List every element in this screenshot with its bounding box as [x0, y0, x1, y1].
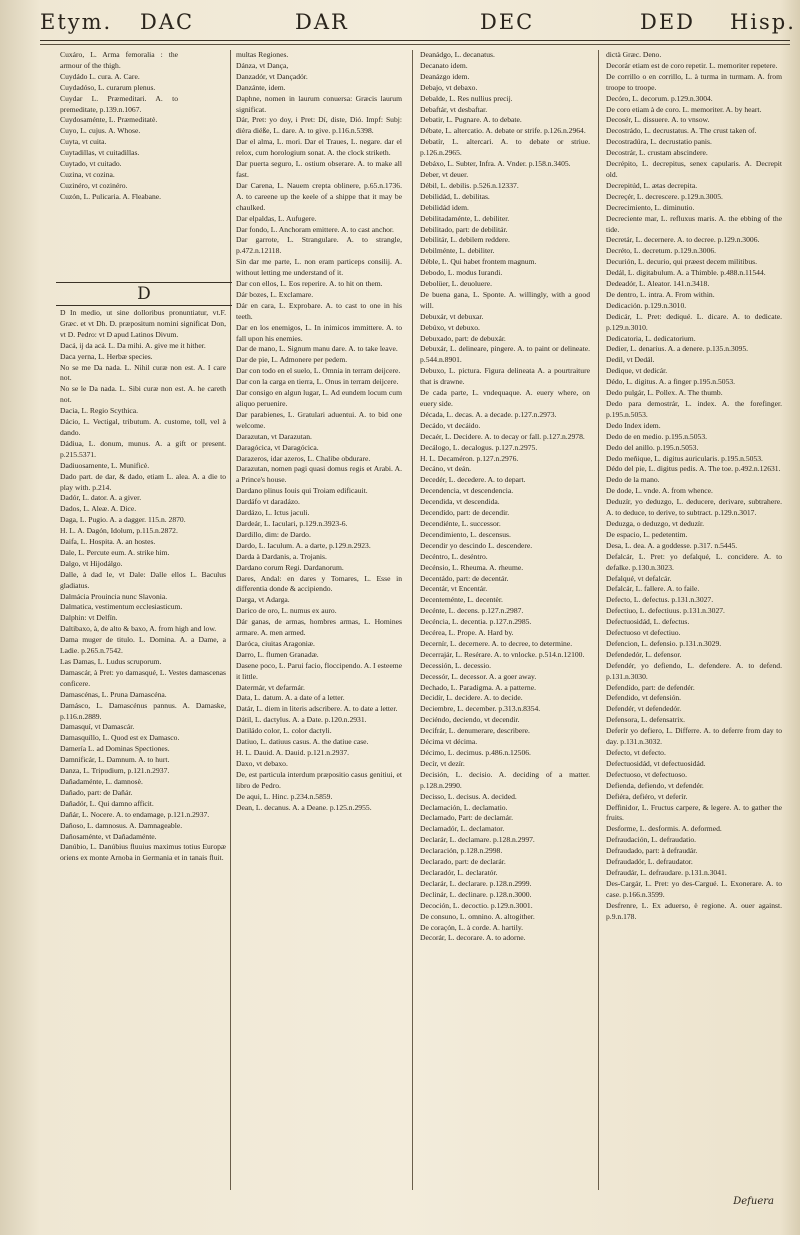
dictionary-entry: Dar garrote, L. Strangulare. A. to strangle, p.472.n.12118.	[236, 235, 402, 256]
dictionary-entry: Deanázgo idem.	[420, 71, 470, 81]
column-4	[606, 50, 782, 1188]
dictionary-entry: Defendido, vt defensión.	[606, 693, 682, 703]
dictionary-entry: Declaración, p.128.n.2998.	[420, 846, 503, 856]
dictionary-entry: Deciembre, L. december. p.313.n.8354.	[420, 704, 541, 714]
dictionary-entry: Dañoso, L. damnosus. A. Damnageable.	[60, 820, 183, 830]
dictionary-entry: Dean, L. decanus. A. a Deane. p.125.n.2955.	[236, 802, 372, 812]
dictionary-entry: Daca yerna, L. Herbæ species.	[60, 351, 153, 361]
dictionary-entry: Dañár, L. Nocere. A. to endamage, p.121.n.2937.	[60, 809, 210, 819]
dictionary-entry: Dar parabienes, L. Gratulari aduentui. A. to bid one welcome.	[236, 409, 402, 430]
dictionary-entry: Decisión, L. decisio. A. deciding of a matter. p.128.n.2990.	[420, 769, 590, 790]
column-rule	[598, 50, 599, 1190]
dictionary-entry: Debilitár, L. debilem reddere.	[420, 235, 510, 245]
dictionary-entry: Cuzinéro, vt cozinéro.	[60, 180, 128, 190]
dictionary-entry: Debilitado, part: de debilitár.	[420, 224, 508, 234]
dictionary-entry: Decenteménte, L. decentèr.	[420, 595, 503, 605]
dictionary-entry: No se le Da nada. L. Sibi curæ non est. A. he careth not.	[60, 384, 226, 405]
dictionary-entry: Defensora, L. defensatrix.	[606, 715, 686, 725]
dictionary-entry: Dañado, part: de Dañár.	[60, 787, 133, 797]
dictionary-entry: Dale, L. Percute eum. A. strike him.	[60, 547, 170, 557]
dictionary-entry: Dar con ellos, L. Eos reperire. A. to hit on them.	[236, 279, 383, 289]
dictionary-entry: Danúbio, L. Danúbius fluuius maximus totius Europæ oriens ex monte Arnoba in Germania et in tanais fluit.	[60, 842, 226, 863]
dictionary-entry: Datermár, vt defarmár.	[236, 682, 305, 692]
dictionary-entry: Dedo de la mano.	[606, 475, 660, 485]
dictionary-entry: Damásco, L. Damascénus pannus. A. Damaske, p.116.n.2889.	[60, 700, 226, 721]
dictionary-entry: Dalmácia Prouincia nunc Slavonia.	[60, 591, 168, 601]
dictionary-entry: Decretár, L. decernere. A. to decree. p.129.n.3006.	[606, 235, 760, 245]
dictionary-entry: Declarár, L. declarare. p.128.n.2999.	[420, 878, 532, 888]
dictionary-entry: Decendida, vt descendida.	[420, 497, 500, 507]
dictionary-entry: Decrépito, L. decrepitus, senex capularis. A. Decrepit old.	[606, 159, 782, 179]
dictionary-entry: Débate, L. altercatio. A. debate or strife. p.126.n.2964.	[420, 126, 586, 136]
dictionary-entry: Decaér, L. Decidere. A. to decay or fall. p.127.n.2978.	[420, 431, 585, 441]
dictionary-entry: H. L. Dauid. A. Dauid. p.121.n.2937.	[236, 748, 350, 757]
dictionary-entry: Dar de mano, L. Signum manu dare. A. to take leave.	[236, 344, 398, 354]
dictionary-entry: Decendencia, vt descendencia.	[420, 486, 514, 496]
dictionary-entry: Defalqué, vt defalcár.	[606, 573, 672, 583]
dictionary-entry: Cuydadóso, L. curarum plenus.	[60, 82, 156, 92]
dictionary-entry: Dado part. de dar, & dado, etiam L. alea. A. a die to play with. p.214.	[60, 471, 226, 492]
dictionary-entry: Decedér, L. decedere. A. to depart.	[420, 475, 526, 485]
dictionary-entry: Decálogo, L. decalogus. p.127.n.2975.	[420, 442, 538, 452]
dictionary-entry: Darro, L. flumen Granadæ.	[236, 649, 319, 659]
dictionary-entry: Desforme, L. desformis. A. deformed.	[606, 824, 722, 834]
header-word-ded: DED	[640, 10, 696, 34]
dictionary-entry: Dedeadór, L. Aleator. 141.n.3418.	[606, 279, 710, 289]
dictionary-entry: Dadór, L. dator. A. a giver.	[60, 493, 142, 503]
dictionary-entry: Declinár, L. declinare. p.128.n.3000.	[420, 889, 532, 899]
dictionary-entry: Deduzír, yo deduzgo, L. deducere, derivare, subtrahere. A. to deduce, to derive, to subtract. p.129.n.3017.	[606, 497, 782, 518]
dictionary-entry: Dánza, vt Dança,	[236, 60, 289, 70]
header-word-hisp: Hisp.	[730, 10, 796, 34]
dictionary-entry: Las Damas, L. Ludus scruporum.	[60, 657, 162, 666]
dictionary-entry: Decreçér, L. decrescere. p.129.n.3005.	[606, 191, 723, 201]
dictionary-entry: Debilidád, L. debilitas.	[420, 191, 490, 201]
dictionary-entry: Decostrár, L. crustam abscindere.	[606, 148, 708, 158]
dictionary-entry: Declamado, Part: de declamár.	[420, 813, 513, 823]
dictionary-entry: Dár en cara, L. Exprobare. A. to cast to one in his teeth.	[236, 300, 402, 321]
dictionary-entry: De espacio, L. pedetentim.	[606, 529, 688, 539]
dictionary-entry: Dacia, L. Regio Scythica.	[60, 406, 139, 416]
dictionary-entry: Dedique, vt dedicár.	[606, 366, 668, 376]
dictionary-entry: Desa, L. dea. A. a goddesse. p.317. n.5445.	[606, 540, 738, 550]
dictionary-entry: Dácio, L. Vectigal, tributum. A. custome, toll, vel à dando.	[60, 417, 226, 437]
dictionary-entry: De, est particula interdum præpositio casus genitiui, et libro de Pedro.	[236, 769, 402, 790]
column-2	[236, 50, 402, 1188]
dictionary-entry: Debolüer, L. deuoluere.	[420, 279, 493, 289]
dictionary-entry: Decádo, vt decáido.	[420, 420, 481, 430]
dictionary-entry: Daga, L. Pugio. A. a dagger. 115.n. 2870.	[60, 515, 186, 525]
dictionary-entry: Débil, L. debilis. p.526.n.12337.	[420, 180, 519, 190]
dictionary-entry: Darga, vt Adarga.	[236, 595, 290, 605]
dictionary-entry: Decerrajár, L. Resérare. A. to vnlocke. p.514.n.12100.	[420, 649, 585, 659]
dictionary-entry: Cuyta, vt cuita.	[60, 137, 107, 147]
running-header	[40, 6, 796, 41]
dictionary-entry: Dar con todo en el suelo, L. Omnia in terram deijcere.	[236, 366, 401, 376]
dictionary-entry: Damascár, à Pret: yo damasqué, L. Vestes damascenas conficere.	[60, 667, 226, 688]
dictionary-entry: Dar puerta seguro, L. ostium obserare. A. to make all fast.	[236, 159, 402, 179]
dictionary-entry: Deffinidor, L. Fructus carpere, & legere. A. to gather the fruits.	[606, 802, 782, 823]
dictionary-entry: Decoción, L. decoctio. p.129.n.3001.	[420, 900, 533, 910]
dictionary-entry: Debilménte, L. debiliter.	[420, 246, 495, 256]
dictionary-entry: No se me Da nada. L. Nihil curæ non est. A. I care not.	[60, 362, 226, 383]
column-1-d-section	[60, 308, 226, 1186]
dictionary-entry: Decóro, L. decorum. p.129.n.3004.	[606, 93, 713, 103]
dictionary-entry: Daphne, nomen in laurum conuersa: Græcis laurum significat.	[236, 93, 402, 114]
dictionary-entry: Dañosaménte, vt Dañadaménte.	[60, 831, 157, 841]
dictionary-entry: Dama muger de titulo. L. Domina. A. a Dame, a Ladie. p.265.n.7542.	[60, 635, 226, 656]
dictionary-entry: Décimo, L. decimus. p.486.n.12506.	[420, 748, 531, 757]
dictionary-entry: Decír, vt dezír.	[420, 758, 465, 768]
dictionary-entry: Décima vt décima.	[420, 737, 478, 747]
dictionary-entry: Darazutan, vt Darazutan.	[236, 431, 312, 441]
dictionary-entry: Dédo del pie, L. digitus pedis. A. The toe. p.492.n.12631.	[606, 464, 781, 474]
dictionary-entry: H. L. Decaméron. p.127.n.2976.	[420, 453, 519, 463]
dictionary-entry: Dár bozes, L. Exclamare.	[236, 289, 314, 299]
dictionary-entry: Defendér, vt defendedór.	[606, 704, 682, 714]
dictionary-entry: Cuydar L. Præmeditari. A. to premeditate, p.139.n.1067.	[60, 93, 178, 114]
entries-c-words	[60, 50, 178, 203]
header-word-dec: DEC	[480, 10, 535, 34]
dictionary-entry: Defraudado, part: à defraudár.	[606, 846, 698, 856]
dictionary-entry: Cuytadillas, vt cuitadillas.	[60, 148, 140, 158]
dictionary-entry: Dedo del anillo. p.195.n.5053.	[606, 442, 699, 452]
dictionary-entry: Decanato idem.	[420, 60, 468, 70]
dictionary-entry: Dardo, L. Iaculum. A. a darte, p.129.n.2923.	[236, 540, 371, 550]
dictionary-entry: Debatir, L. Pugnare. A. to debate.	[420, 115, 522, 125]
dictionary-entry: Decessión, L. decessio.	[420, 660, 492, 670]
dictionary-entry: Dar de pie, L. Admonere per pedem.	[236, 355, 348, 365]
dictionary-entry: Declarado, part: de declarár.	[420, 857, 506, 867]
dictionary-entry: Defectuosidád, L. defectus.	[606, 617, 690, 627]
dictionary-entry: Darda à Dardanis, a. Trojanis.	[236, 551, 327, 561]
dictionary-entry: Dacá, ij da acá. L. Da mihi. A. give me it hither.	[60, 340, 206, 350]
dictionary-entry: Debilitadaménte, L. debiliter.	[420, 213, 510, 223]
dictionary-entry: Declaradór, L. declaratór.	[420, 867, 498, 877]
dictionary-entry: Damasquíllo, L. Quod est ex Damasco.	[60, 733, 180, 743]
entries-dec-words	[420, 50, 590, 944]
dictionary-entry: Defendér, yo defiendo, L. defendere. A. to defend. p.131.n.3030.	[606, 660, 782, 681]
dictionary-entry: Decernír, L. decernere. A. to decree, to determine.	[420, 638, 573, 648]
dictionary-entry: Cuytado, vt cuitado.	[60, 159, 122, 169]
dictionary-entry: Decénsio, L. Rheuma. A. rheume.	[420, 562, 524, 572]
dictionary-entry: Decrepitúd, L. ætas decrepita.	[606, 180, 698, 190]
dictionary-entry: Decreciente mar, L. refluxus maris. A. the ebbing of the tide.	[606, 213, 782, 234]
dictionary-entry: De cada parte, L. vndequaque. A. euery where, on euery side.	[420, 388, 590, 408]
catchword: Defuera	[733, 1196, 774, 1207]
dictionary-entry: Decorár, L. decorare. A. to adorne.	[420, 933, 526, 943]
dictionary-entry: Dalphin: vt Delfín.	[60, 613, 118, 623]
dictionary-entry: Decréto, L. decretum. p.129.n.3006.	[606, 246, 717, 256]
dictionary-entry: Debuxo, L. pictura. Figura delineata A. a pourtraiture that is drawne.	[420, 366, 590, 387]
entries-d-words	[60, 308, 226, 864]
dictionary-entry: Datár, L. diem in literis adscribere. A. to date a letter.	[236, 704, 398, 714]
dictionary-entry: Decéntro, L. deséntro.	[420, 551, 488, 561]
dictionary-entry: Decendiénte, L. successor.	[420, 518, 501, 528]
dictionary-entry: Dedicár, L. Pret: dediqué. L. dicare. A. to dedicate. p.129.n.3010.	[606, 311, 782, 332]
dictionary-entry: Cuydádo L. cura. A. Care.	[60, 71, 140, 81]
dictionary-entry: De consuno, L. omnino. A. altogither.	[420, 911, 535, 921]
dictionary-entry: Debuxado, part: de debuxár.	[420, 333, 506, 343]
dictionary-entry: Dedier, L. denarius. A. a denere. p.135.n.3095.	[606, 344, 749, 354]
dictionary-entry: Defendído, part: de defendér.	[606, 682, 695, 692]
dictionary-entry: Decentár, vt Encentár.	[420, 584, 488, 594]
dictionary-entry: Daxo, vt debaxo.	[236, 758, 288, 768]
dictionary-entry: Dedicación. p.129.n.3010.	[606, 300, 687, 310]
dictionary-entry: Danzadór, vt Dançadór.	[236, 71, 308, 81]
dictionary-entry: Defraudadór, L. defraudator.	[606, 857, 693, 867]
section-heading: D	[56, 282, 232, 306]
dictionary-entry: Daltibaxo, à, de alto & baxo, A. from high and low.	[60, 624, 217, 634]
dictionary-entry: Decendimiento, L. descensus.	[420, 529, 511, 539]
dictionary-entry: Defectiuo, L. defectiuus. p.131.n.3027.	[606, 606, 725, 616]
dictionary-entry: Decorár etiam est de coro repetir. L. memoriter repetere.	[606, 60, 778, 70]
dictionary-entry: De dode, L. vnde. A. from whence.	[606, 486, 713, 496]
dictionary-entry: Datiuo, L. datiuus casus. A. the datiue case.	[236, 737, 369, 747]
dictionary-entry: Dádiua, L. donum, munus. A. a gift or present. p.215.5371.	[60, 438, 226, 459]
dictionary-entry: Cuzina, vt cozina.	[60, 169, 115, 179]
dictionary-entry: Data, L. datum. A. a date of a letter.	[236, 693, 345, 703]
dictionary-entry: Decosér, L. dissuere. A. to vnsow.	[606, 115, 710, 125]
dictionary-entry: Dedál, L. digitabulum. A. a Thimble. p.488.n.11544.	[606, 268, 766, 278]
dictionary-entry: Debatír, L. altercari. A. to debate or striue. p.126.n.2965.	[420, 137, 590, 158]
header-word-dar: DAR	[295, 10, 349, 34]
dictionary-entry: Dar consigo en algun lugar, L. Ad eundem locum cum aliquo peruenire.	[236, 388, 402, 408]
dictionary-entry: Dedo de en medio. p.195.n.5053.	[606, 431, 708, 441]
dictionary-entry: Debodo, L. modus Iurandi.	[420, 268, 503, 278]
dictionary-entry: Dédo, L. digitus. A. a finger p.195.n.5053.	[606, 377, 736, 387]
dictionary-entry: Dardázo, L. Ictus jaculi.	[236, 508, 310, 518]
dictionary-entry: Dedo para demostrár, L. index. A. the forefinger. p.195.n.5053.	[606, 399, 782, 419]
header-word-etym: Etym.	[40, 10, 113, 34]
dictionary-entry: Debuxár, L. delineare, pingere. A. to paint or delineate. p.544.n.8901.	[420, 344, 590, 365]
dictionary-entry: Darazutan, nomen pagi quasi domus regis et Arabi. A. a Prince's house.	[236, 464, 402, 485]
dictionary-entry: Declarár, L. declamare. p.128.n.2997.	[420, 835, 535, 845]
dictionary-entry: Década, L. decas. A. a decade. p.127.n.2973.	[420, 409, 557, 419]
dictionary-entry: Decrecimiento, L. diminutio.	[606, 202, 695, 212]
dictionary-entry: Dar fondo, L. Anchoram emittere. A. to cast anchor.	[236, 224, 394, 234]
dictionary-entry: Dedil, vt Dedál.	[606, 355, 655, 365]
dictionary-entry: Decendído, part: de decendir.	[420, 508, 510, 518]
dictionary-entry: De aqui, L. Hinc. p.234.n.5859.	[236, 791, 333, 801]
dictionary-entry: Decentádo, part: de decentár.	[420, 573, 509, 583]
dictionary-entry: Defalcár, L. Pret: yo defalqué, L. concidere. A. to defalke. p.130.n.3023.	[606, 551, 782, 572]
dictionary-entry: Defalcár, L. fallere. A. to faile.	[606, 584, 700, 594]
dictionary-entry: Darico de oro, L. numus ex auro.	[236, 606, 337, 616]
dictionary-entry: Dár, Pret: yo doy, i Pret: Dí, diste, Dió. Impf: Subj: dièra diéße, L. dare. A. to give. p.116.n.5398.	[236, 115, 402, 136]
dictionary-entry: Deber, vt deuer.	[420, 169, 469, 179]
dictionary-entry: Decérea, L. Prope. A. Hard by.	[420, 628, 514, 638]
dictionary-entry: Debalde, L. Res nullius precij.	[420, 93, 513, 103]
dictionary-entry: Defectuosidád, vt defectuosidád.	[606, 758, 706, 768]
dictionary-entry: Debaftár, vt desbaftar.	[420, 104, 488, 114]
entries-dar-words	[236, 50, 402, 813]
dictionary-entry: Dalmatica, vestimentum ecclesiasticum.	[60, 602, 183, 612]
dictionary-entry: Dalgo, vt Hijodálgo.	[60, 558, 123, 568]
dictionary-entry: Dadiuosamente, L. Munificè.	[60, 460, 150, 470]
dictionary-entry: Decostrádo, L. decrustatus. A. The crust taken of.	[606, 126, 757, 136]
dictionary-entry: Deciéndo, deciendo, vt decendir.	[420, 715, 520, 725]
dictionary-entry: De corrillo o en corrillo, L. à turma in turmam. A. from troope to troope.	[606, 71, 782, 92]
dictionary-entry: Cuyo, L. cujus. A. Whose.	[60, 126, 141, 136]
dictionary-entry: Dares, Andal: en dares y Tomares, L. Esse in differentia donde & accipiendo.	[236, 573, 402, 594]
dictionary-entry: Damascénas, L. Pruna Damascéna.	[60, 689, 167, 699]
dictionary-entry: Defendedór, L. defensor.	[606, 649, 682, 659]
dictionary-entry: Dedicatoria, L. dedicatorium.	[606, 333, 696, 343]
dictionary-entry: Dar con la carga en tierra, L. Onus in terram deijcere.	[236, 377, 399, 387]
dictionary-entry: Decifrár, L. denumerare, describere.	[420, 726, 530, 736]
dictionary-entry: Dardano corum Regi. Dardanorum.	[236, 562, 344, 572]
dictionary-entry: Defencion, L. defensio. p.131.n.3029.	[606, 638, 722, 648]
dictionary-entry: Decostradúra, L. decrustatio panis.	[606, 137, 712, 147]
dictionary-entry: Decidír, L. decidere. A. to decide.	[420, 693, 523, 703]
dictionary-entry: Decisso, L. decisus. A. decided.	[420, 791, 517, 801]
dictionary-entry: Daróca, ciuitas Aragoniæ.	[236, 638, 315, 648]
dictionary-entry: Deduzga, o deduzgo, vt deduzír.	[606, 518, 705, 528]
dictionary-entry: Dalle, à dad le, vt Dale: Dalle ellos L. Baculus gladiatus.	[60, 569, 226, 590]
dictionary-entry: Defienda, defiendo, vt defendér.	[606, 780, 704, 790]
column-rule	[230, 50, 231, 1190]
dictionary-entry: Dar elpaldas, L. Aufugere.	[236, 213, 317, 223]
dictionary-entry: Dátil, L. dactylus. A. a Date. p.120.n.2931.	[236, 715, 367, 725]
dictionary-entry: Dedo pulgár, L. Pollex. A. The thumb.	[606, 388, 723, 398]
dictionary-entry: Cuxáro, L. Arma femoralia : the armour of the thigh.	[60, 50, 178, 70]
dictionary-entry: Damería L. ad Dominas Spectiones.	[60, 744, 170, 754]
dictionary-entry: Desfrenre, L. Ex aduerso, è regione. A. ouer against. p.9.n.178.	[606, 900, 782, 921]
dictionary-entry: Defectuoso, vt defectuoso.	[606, 769, 687, 779]
dictionary-entry: Debuxár, vt debuxar.	[420, 311, 484, 321]
dictionary-entry: Datiládo color, L. color dactyli.	[236, 726, 332, 736]
dictionary-entry: Dedo meñique, L. digitus auricularis. p.195.n.5053.	[606, 453, 763, 463]
dictionary-entry: Dár ganas, de armas, hombres armas, L. Homines armare. A. men armed.	[236, 617, 402, 638]
dictionary-entry: Defraudár, L. defraudare. p.131.n.3041.	[606, 867, 727, 877]
dictionary-entry: Decénte, L. decens. p.127.n.2987.	[420, 606, 524, 616]
column-rule	[412, 50, 413, 1190]
dictionary-entry: Dar Carena, L. Nauem crepta oblinere, p.65.n.1736. A. to careene up the keele of a shippe that it may be chaulked.	[236, 180, 402, 212]
dictionary-entry: Danzánte, idem.	[236, 82, 286, 92]
dictionary-entry: Debúxo, vt debuxo.	[420, 322, 480, 332]
dictionary-entry: Deanádgo, L. decanatus.	[420, 50, 495, 59]
dictionary-entry: Dar el alma, L. mori. Dar el Traues, L. negare. dar el relox, cum horologium sonat. A. the clock striketh.	[236, 137, 402, 158]
header-word-dac: DAC	[140, 10, 195, 34]
header-rule	[40, 44, 790, 45]
dictionary-entry: De dentro, L. intra. A. From within.	[606, 289, 715, 299]
dictionary-entry: Damasquí, vt Damascár.	[60, 722, 135, 732]
dictionary-entry: Sin dar me parte, L. non eram particeps consilij. A. without letting me understand of it.	[236, 257, 402, 278]
dictionary-entry: Deferír yo defiero, L. Differre. A. to deferre from day to day. p.131.n.3032.	[606, 726, 782, 747]
dictionary-entry: Decéncia, L. decentia. p.127.n.2985.	[420, 617, 532, 627]
entries-ded-words	[606, 50, 782, 923]
dictionary-entry: De coraçón, L. à corde. A. hartily.	[420, 922, 524, 932]
dictionary-entry: Danza, L. Tripudium, p.121.n.2937.	[60, 766, 170, 776]
dictionary-entry: Cuydosaménte, L. Præmeditatè.	[60, 115, 158, 125]
dictionary-entry: Dardeár, L. Iaculari, p.129.n.3923-6.	[236, 518, 348, 528]
dictionary-entry: Decáno, vt deán.	[420, 464, 472, 474]
dictionary-entry: Des-Cargár, L. Pret: yo des-Cargué. L. Exonerare. A. to case. p.166.n.3599.	[606, 878, 782, 899]
column-3	[420, 50, 590, 1188]
dictionary-entry: Dañadór, L. Qui damno afficit.	[60, 798, 154, 808]
dictionary-entry: Daifa, L. Hospita. A. an hostes.	[60, 537, 156, 547]
dictionary-entry: Dar en los enemigos, L. In inimicos immittere. A. to fall upon his enemies.	[236, 322, 402, 343]
dictionary-entry: Debáxo, L. Subter, Infra. A. Vnder. p.158.n.3405.	[420, 159, 571, 169]
dictionary-entry: Dañadaménte, L. damnosè.	[60, 776, 143, 786]
dictionary-entry: Defecto, vt defecto.	[606, 748, 666, 757]
dictionary-entry: Dechado, L. Paradigma. A. a patterne.	[420, 682, 536, 692]
dictionary-entry: Decessór, L. decessor. A. a goer away.	[420, 671, 537, 681]
dictionary-entry: Cuzón, L. Pulicaria. A. Fleabane.	[60, 191, 162, 201]
dictionary-entry: De coro etiam à de coro. L. memoriter. A. by heart.	[606, 104, 762, 114]
dictionary-entry: Dardillo, dim: de Dardo.	[236, 529, 311, 539]
dictionary-entry: dictà Græc. Deno.	[606, 50, 662, 59]
dictionary-entry: Dardano plinus Iouis qui Troiam edificauit.	[236, 486, 368, 496]
dictionary-entry: Decendir yo descindo L. descendere.	[420, 540, 533, 550]
dictionary-entry: Déble, L. Qui habet frontem magnum.	[420, 257, 537, 267]
dictionary-entry: Damnificár, L. Damnum. A. to hurt.	[60, 755, 170, 765]
dictionary-entry: Daragócica, vt Daragócica.	[236, 442, 319, 452]
dictionary-entry: De buena gana, L. Sponte. A. willingly, with a good will.	[420, 289, 590, 310]
dictionary-entry: Dedo Index idem.	[606, 420, 661, 430]
dictionary-entry: Declamadór, L. declamator.	[420, 824, 505, 834]
dictionary-entry: Defecto, L. defectus. p.131.n.3027.	[606, 595, 714, 605]
dictionary-entry: Defectuoso vt defectiuo.	[606, 628, 681, 638]
dictionary-entry: Darazeros, idar azeros, L. Chalibe obdurare.	[236, 453, 371, 463]
dictionary-entry: Dasene poco, L. Parui facio, floccipendo. A. I esteeme it little.	[236, 660, 402, 681]
dictionary-entry: H. L. A. Dagón, Idolum, p.115.n.2872.	[60, 526, 178, 536]
dictionary-entry: Debilidád idem.	[420, 202, 469, 212]
dictionary-entry: D In medio, ut sine dolloribus pronuntiatur, vt.F. Græc. et vt Dh. D. præpositum nomini significat Don, vt D. Pedro: vt D apud Latinos Divum.	[60, 308, 226, 339]
dictionary-entry: Decurión, L. decurio, qui præest decem militibus.	[606, 257, 757, 267]
dictionary-entry: Debajo, vt debaxo.	[420, 82, 478, 92]
dictionary-entry: Defiéra, defiéro, vt deferír.	[606, 791, 688, 801]
dictionary-entry: Dados, L. Aleæ. A. Dice.	[60, 504, 137, 514]
dictionary-entry: Defraudación, L. defraudatio.	[606, 835, 697, 845]
dictionary-entry: multas Regiones.	[236, 50, 289, 59]
dictionary-entry: Declamación, L. declamatio.	[420, 802, 508, 812]
dictionary-entry: Dardáfo vt daradázo.	[236, 497, 300, 507]
